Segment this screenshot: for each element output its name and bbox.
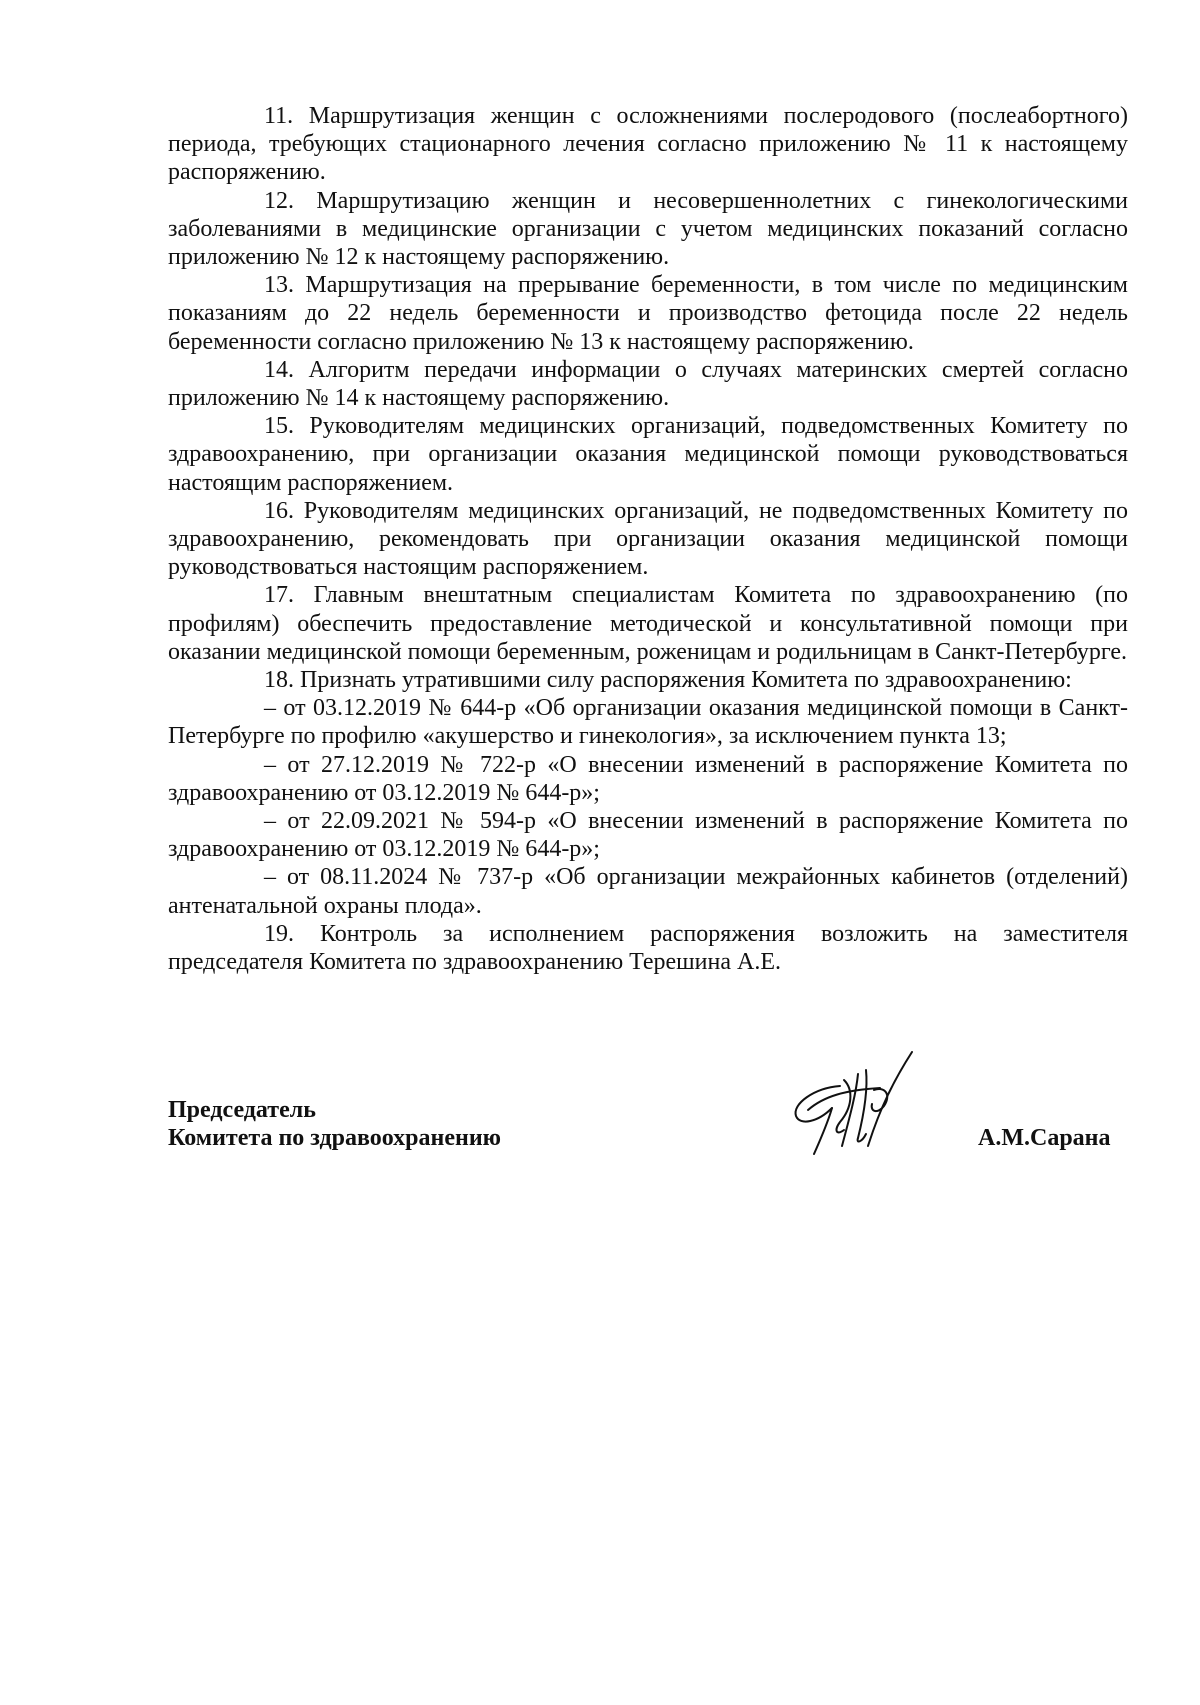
signatory-position — [168, 1096, 501, 1152]
repeal-item-737: – от 08.11.2024 № 737-р «Об организации межрайонных кабинетов (отделений) антенатальной охраны плода». — [168, 864, 1128, 919]
document-body — [168, 102, 1128, 976]
repeal-item-722: – от 27.12.2019 № 722-р «О внесении изменений в распоряжение Комитета по здравоохранению от 03.12.2019 № 644-р»; — [168, 751, 1128, 806]
paragraph-11: 11. Маршрутизация женщин с осложнениями послеродового (послеабортного) периода, требующих стационарного лечения согласно приложению № 11 к настоящему распоряжению. — [168, 103, 1128, 186]
paragraph-15: 15. Руководителям медицинских организаций, подведомственных Комитету по здравоохранению, при организации оказания медицинской помощи руководствоваться настоящим распоряжением. — [168, 413, 1128, 496]
repeal-item-594: – от 22.09.2021 № 594-р «О внесении изменений в распоряжение Комитета по здравоохранению от 03.12.2019 № 644-р»; — [168, 808, 1128, 863]
paragraph-13: 13. Маршрутизация на прерывание беременности, в том числе по медицинским показаниям до 22 недель беременности и производство фетоцида после 22 недель беременности согласно приложению № 13 к настоящему распоряжению. — [168, 272, 1128, 355]
signatory-title: Председатель — [168, 1097, 316, 1123]
paragraph-12: 12. Маршрутизацию женщин и несовершеннолетних с гинекологическими заболеваниями в медицинские организации с учетом медицинских показаний согласно приложению № 12 к настоящему распоряжению. — [168, 187, 1128, 271]
paragraph-14: 14. Алгоритм передачи информации о случаях материнских смертей согласно приложению № 14 к настоящему распоряжению. — [168, 356, 1128, 412]
paragraph-17: 17. Главным внештатным специалистам Комитета по здравоохранению (по профилям) обеспечить предоставление методической и консультативной помощи при оказании медицинской помощи беременным, роженицам и родильницам в Санкт-Петербурге. — [168, 582, 1128, 665]
paragraph-16: 16. Руководителям медицинских организаций, не подведомственных Комитету по здравоохранению, рекомендовать при организации оказания медицинской помощи руководствоваться настоящим распоряжением. — [168, 497, 1128, 581]
paragraph-19: 19. Контроль за исполнением распоряжения возложить на заместителя председателя Комитета по здравоохранению Терешина А.Е. — [168, 920, 1128, 976]
paragraph-18: 18. Признать утратившими силу распоряжения Комитета по здравоохранению: — [264, 667, 1072, 694]
signatory-name: А.М.Сарана — [978, 1125, 1111, 1151]
signatory-committee: Комитета по здравоохранению — [168, 1125, 501, 1152]
repeal-item-644: – от 03.12.2019 № 644-р «Об организации оказания медицинской помощи в Санкт-Петербурге по профилю «акушерство и гинекология», за исключением пункта 13; — [168, 695, 1128, 750]
handwritten-signature — [784, 1050, 914, 1160]
